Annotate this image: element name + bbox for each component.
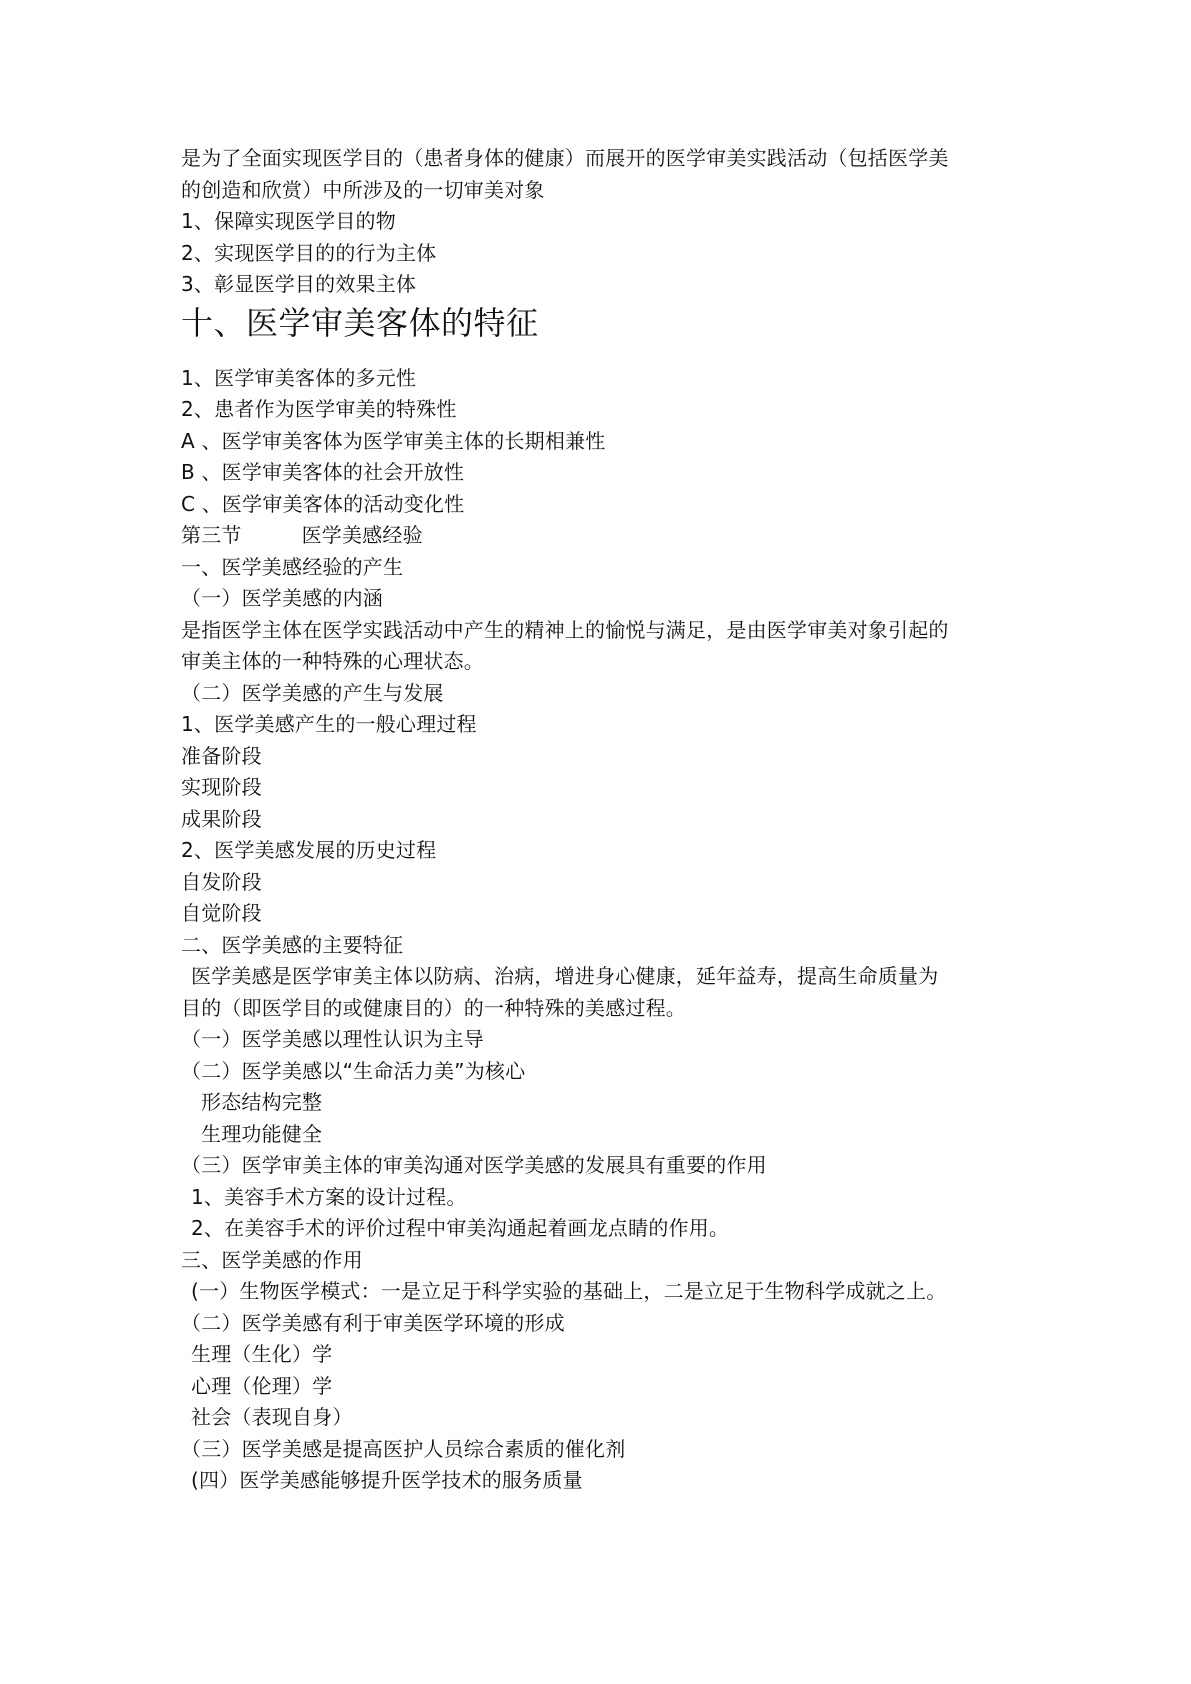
subheading: （二）医学美感的产生与发展: [181, 680, 444, 705]
subheading: (四）医学美感能够提升医学技术的服务质量: [191, 1468, 583, 1492]
section-heading: 十、医学审美客体的特征: [181, 303, 539, 342]
list-item: 实现阶段: [181, 775, 262, 799]
list-item: C 、医学审美客体的活动变化性: [181, 491, 465, 516]
list-item: 1、美容手术方案的设计过程。: [191, 1184, 467, 1209]
list-item: 准备阶段: [181, 743, 262, 768]
section-title: [181, 520, 1021, 552]
list-item: 3、彰显医学目的效果主体: [181, 272, 417, 296]
paragraph-line: 的创造和欣赏）中所涉及的一切审美对象: [181, 177, 545, 202]
list-item: B 、医学审美客体的社会开放性: [181, 460, 465, 484]
list-item: 社会（表现自身）: [191, 1405, 353, 1429]
list-item: 形态结构完整: [201, 1090, 323, 1114]
paragraph-line: 审美主体的一种特殊的心理状态。: [181, 649, 484, 673]
paragraph-line: 目的（即医学目的或健康目的）的一种特殊的美感过程。: [181, 995, 686, 1020]
paragraph-line: 医学美感是医学审美主体以防病、治病，增进身心健康，延年益寿，提高生命质量为: [191, 964, 939, 988]
list-item: 自发阶段: [181, 869, 262, 894]
list-item: 2、实现医学目的的行为主体: [181, 240, 437, 265]
document-body: [181, 143, 1021, 1497]
list-item: 2、医学美感发展的历史过程: [181, 838, 437, 862]
subheading: （三）医学美感是提高医护人员综合素质的催化剂: [181, 1436, 626, 1461]
subheading: （三）医学审美主体的审美沟通对医学美感的发展具有重要的作用: [181, 1153, 767, 1177]
subheading: （二）医学美感有利于审美医学环境的形成: [181, 1310, 565, 1335]
list-item: 2、在美容手术的评价过程中审美沟通起着画龙点睛的作用。: [191, 1216, 730, 1240]
section-name: 医学美感经验: [301, 523, 423, 547]
paragraph-line: 是为了全面实现医学目的（患者身体的健康）而展开的医学审美实践活动（包括医学美: [181, 146, 949, 170]
list-item: 2、患者作为医学审美的特殊性: [181, 397, 457, 421]
paragraph-line: 是指医学主体在医学实践活动中产生的精神上的愉悦与满足，是由医学审美对象引起的: [181, 617, 949, 642]
subheading: 一、医学美感经验的产生: [181, 554, 404, 579]
list-item: 生理（生化）学: [191, 1342, 333, 1366]
list-item: 生理功能健全: [201, 1121, 323, 1146]
list-item: 1、保障实现医学目的物: [181, 209, 396, 233]
subheading: （一）医学美感的内涵: [181, 586, 383, 610]
subheading: （一）医学美感以理性认识为主导: [181, 1027, 484, 1051]
list-item: 1、医学美感产生的一般心理过程: [181, 712, 477, 736]
list-item: 心理（伦理）学: [191, 1373, 333, 1398]
list-item: A 、医学审美客体为医学审美主体的长期相兼性: [181, 428, 606, 453]
subheading: 三、医学美感的作用: [181, 1247, 363, 1272]
subheading: 二、医学美感的主要特征: [181, 932, 404, 957]
list-item: 成果阶段: [181, 806, 262, 831]
subheading: （二）医学美感以“生命活力美”为核心: [181, 1058, 526, 1083]
paragraph-line: (一）生物医学模式：一是立足于科学实验的基础上，二是立足于生物科学成就之上。: [191, 1279, 947, 1303]
list-item: 1、医学审美客体的多元性: [181, 365, 417, 390]
section-label: 第三节: [181, 523, 242, 547]
list-item: 自觉阶段: [181, 901, 262, 925]
